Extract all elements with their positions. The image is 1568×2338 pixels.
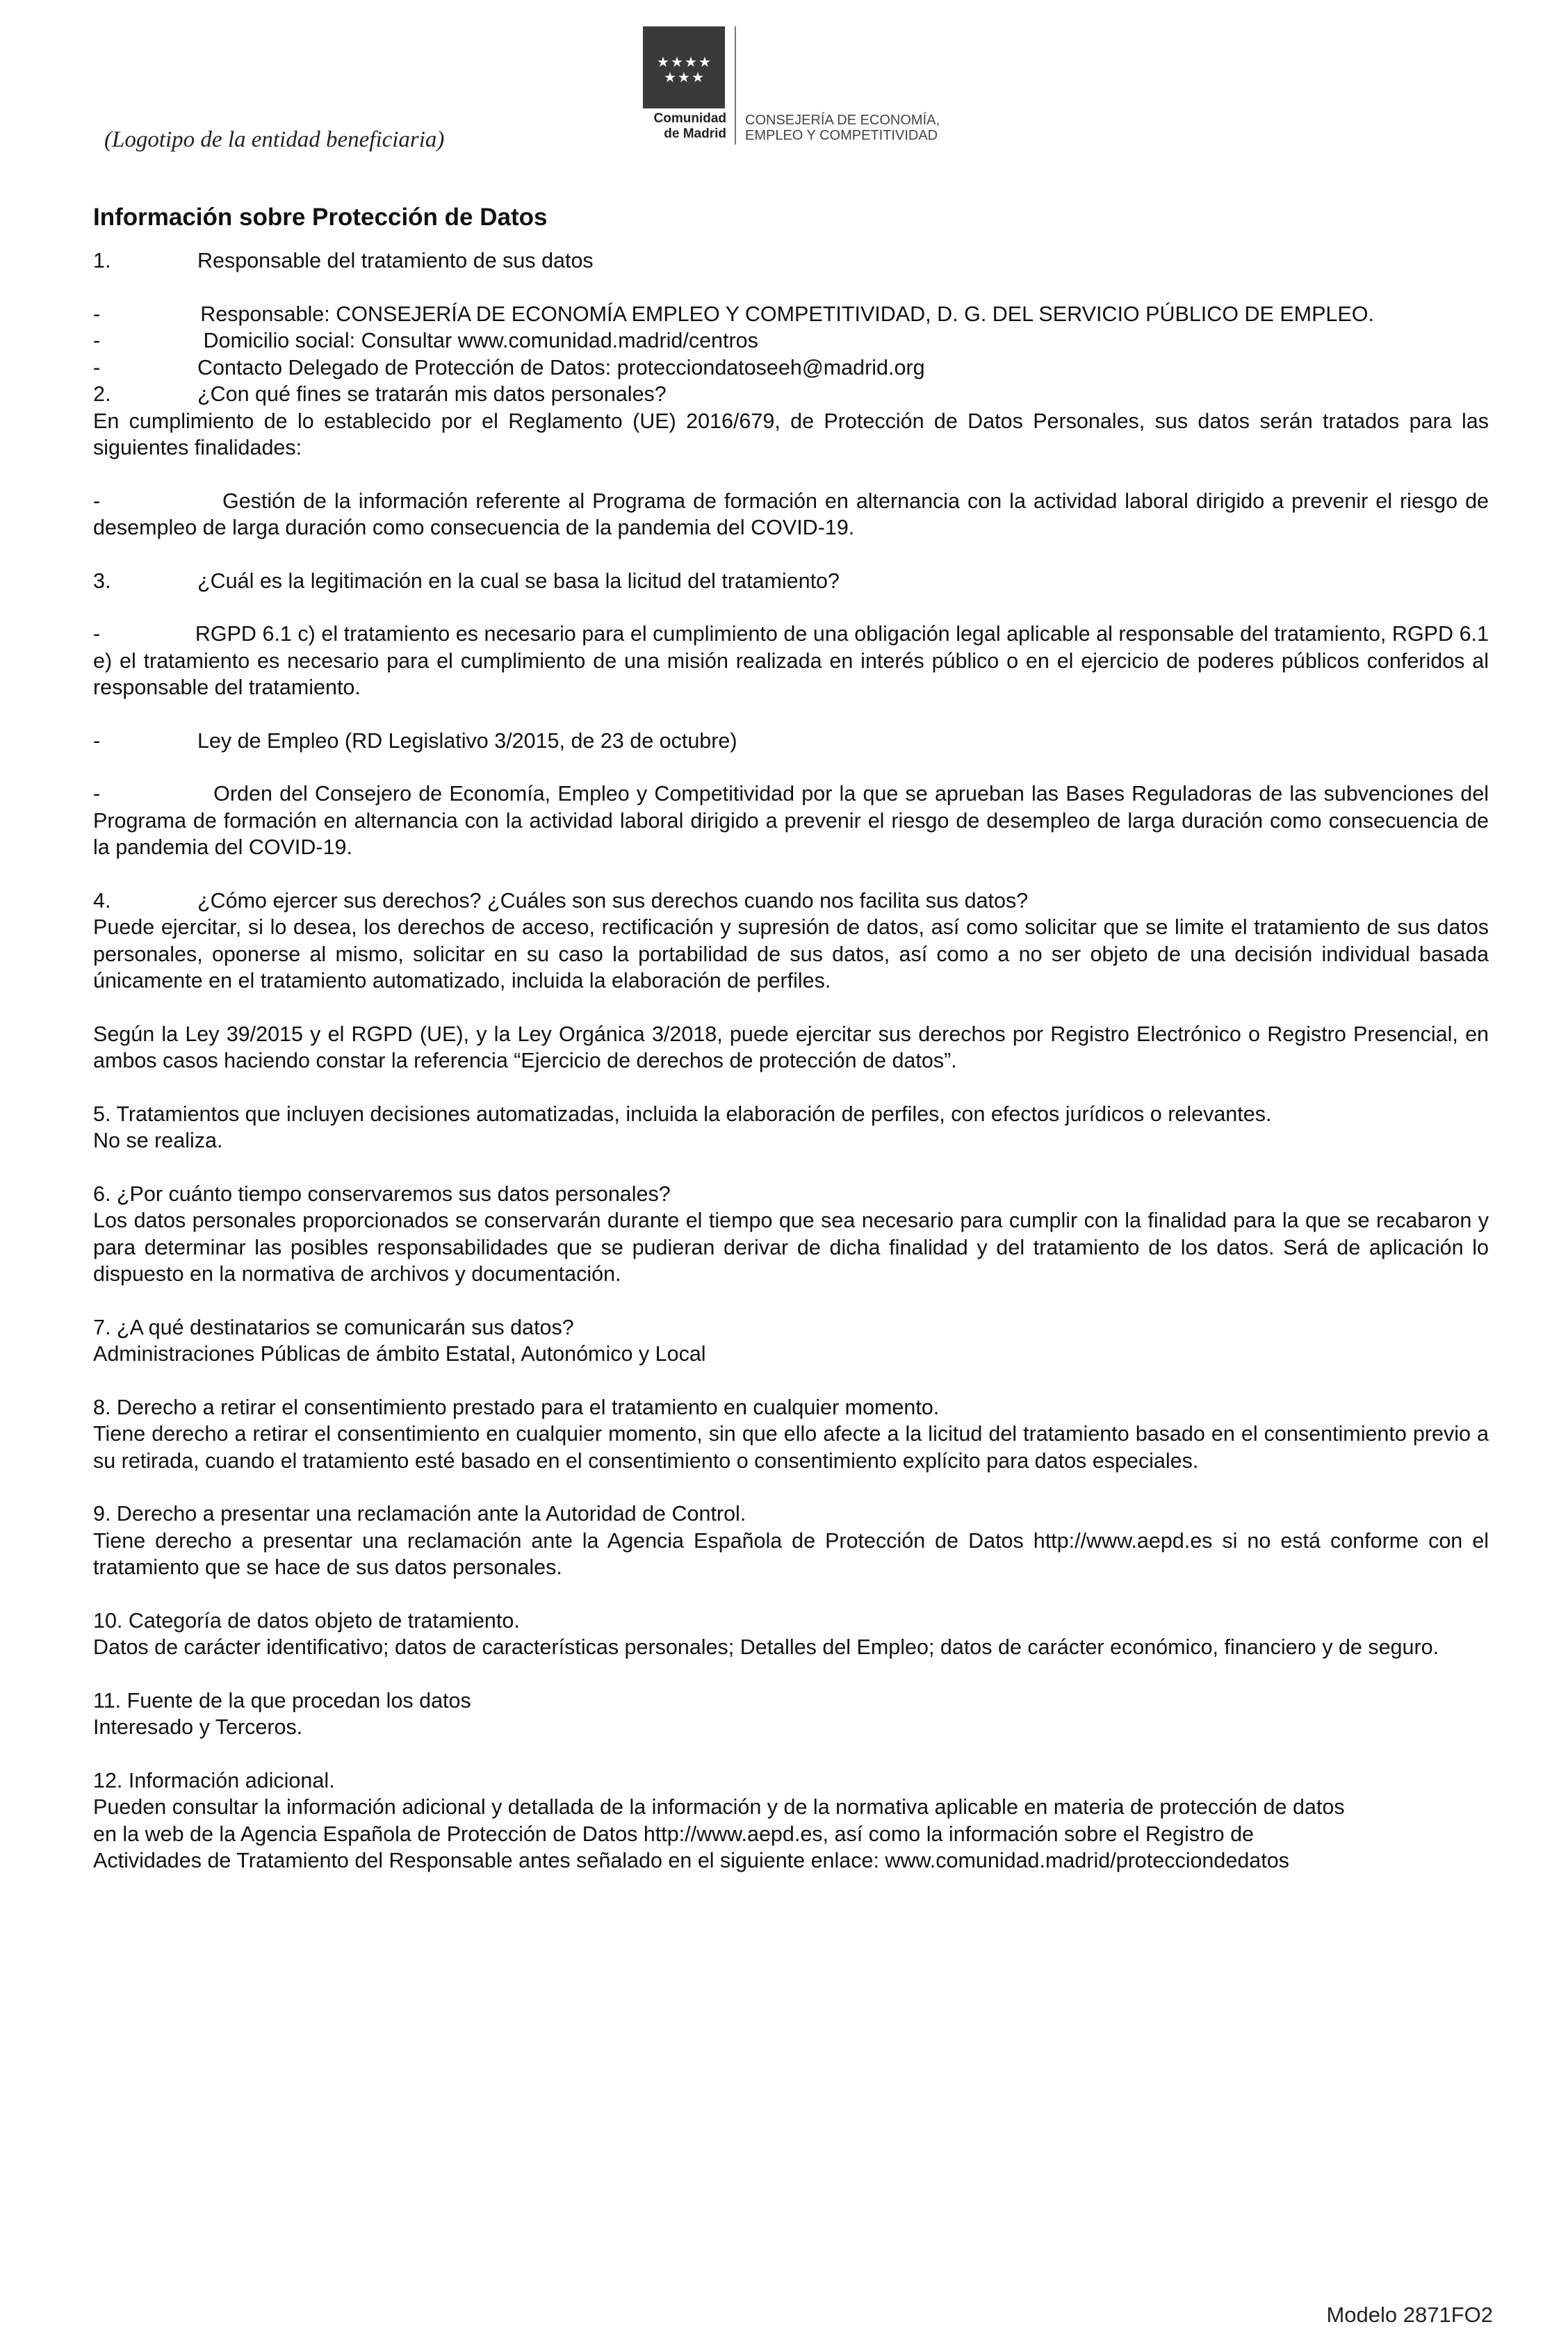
list-dash: - [93, 355, 101, 379]
s3-item3: - Orden del Consejero de Economía, Empleo y Competitividad por la que se aprueban las Bases Reguladoras de las subvenciones del Programa de formación en alternancia con la actividad laboral dirigido a prevenir el riesgo de desempleo de larga duración como consecuencia de la pandemia del COVID-19. [93, 782, 1489, 859]
list-dash: - [93, 329, 101, 352]
s5-body: No se realiza. [93, 1129, 223, 1152]
s1-contacto [93, 354, 1489, 382]
section-title: Responsable del tratamiento de sus datos [197, 249, 594, 272]
s12-line3: Actividades de Tratamiento del Responsable antes señalado en el siguiente enlace: www.comunidad.madrid/protecciondedatos [93, 1849, 1289, 1872]
svg-text:★: ★ [657, 54, 669, 70]
region-name-line1: Comunidad [653, 111, 726, 126]
logo-divider [735, 26, 736, 145]
section-title: ¿Cuál es la legitimación en la cual se basa la licitud del tratamiento? [197, 569, 840, 593]
department-line1: CONSEJERÍA DE ECONOMÍA, [745, 113, 940, 128]
s9-heading: 9. Derecho a presentar una reclamación ante la Autoridad de Control. [93, 1502, 746, 1526]
section-2-heading [93, 381, 1489, 408]
s6-heading: 6. ¿Por cuánto tiempo conservaremos sus datos personales? [93, 1182, 671, 1206]
beneficiary-logo-placeholder: (Logotipo de la entidad beneficiaria) [104, 127, 445, 152]
s8-body: Tiene derecho a retirar el consentimiento en cualquier momento, sin que ello afecte a la licitud del tratamiento basado en el consentimiento previo a su retirada, cuando el tratamiento esté basado en el consentimiento o consentimiento explícito para datos especiales. [93, 1422, 1489, 1473]
s6-body: Los datos personales proporcionados se conservarán durante el tiempo que sea necesario para cumplir con la finalidad para la que se recabaron y para determinar las posibles responsabilidades que se pudieran derivar de dicha finalidad y del tratamiento de los datos. Será de aplicación lo dispuesto en la normativa de archivos y documentación. [93, 1209, 1489, 1286]
list-text: Domicilio social: Consultar www.comunidad.madrid/centros [197, 329, 758, 352]
section-4-heading [93, 888, 1489, 915]
section-1-heading [93, 247, 1489, 275]
svg-text:★: ★ [685, 54, 697, 70]
s2-intro: En cumplimiento de lo establecido por el Reglamento (UE) 2016/679, de Protección de Datos Personales, sus datos serán tratados para las siguientes finalidades: [93, 409, 1489, 459]
document-body [93, 203, 1489, 1874]
page-title: Información sobre Protección de Datos [93, 204, 548, 231]
model-code: Modelo 2871FO2 [1326, 2303, 1493, 2327]
list-text: Ley de Empleo (RD Legislativo 3/2015, de 23 de octubre) [197, 728, 737, 753]
section-title: ¿Cómo ejercer sus derechos? ¿Cuáles son sus derechos cuando nos facilita sus datos? [197, 888, 1029, 913]
s4-p2: Según la Ley 39/2015 y el RGPD (UE), y la Ley Orgánica 3/2018, puede ejercitar sus derechos por Registro Electrónico o Registro Presencial, en ambos casos haciendo constar la referencia “Ejercicio de derechos de protección de datos”. [93, 1022, 1489, 1072]
svg-text:★: ★ [678, 69, 690, 85]
s1-responsable: - Responsable: CONSEJERÍA DE ECONOMÍA EMPLEO Y COMPETITIVIDAD, D. G. DEL SERVICIO PÚBLICO DE EMPLEO. [93, 302, 1374, 326]
s12-line1: Pueden consultar la información adicional y detallada de la información y de la normativa aplicable en materia de protección de datos [93, 1795, 1345, 1819]
svg-text:★: ★ [671, 54, 683, 70]
s10-heading: 10. Categoría de datos objeto de tratamiento. [93, 1608, 520, 1633]
s7-body: Administraciones Públicas de ámbito Estatal, Autonómico y Local [93, 1342, 706, 1366]
stars-emblem-icon [643, 26, 725, 108]
section-number: 1. [93, 249, 111, 272]
s3-item2 [93, 728, 1489, 755]
s7-heading: 7. ¿A qué destinatarios se comunicarán sus datos? [93, 1315, 574, 1339]
region-name [643, 111, 726, 142]
section-title: ¿Con qué fines se tratarán mis datos personales? [197, 382, 667, 406]
section-number: 3. [93, 569, 111, 593]
region-name-line2: de Madrid [664, 126, 726, 141]
svg-text:★: ★ [699, 54, 711, 70]
svg-text:★: ★ [692, 69, 704, 85]
s3-item1: - RGPD 6.1 c) el tratamiento es necesario para el cumplimiento de una obligación legal aplicable al responsable del tratamiento, RGPD 6.1 e) el tratamiento es necesario para el cumplimiento de una misión realizada en interés público o en el ejercicio de poderes públicos conferidos al responsable del tratamiento. [93, 622, 1489, 699]
list-dash: - [93, 728, 101, 753]
s2-item: - Gestión de la información referente al Programa de formación en alternancia con la actividad laboral dirigido a prevenir el riesgo de desempleo de larga duración como consecuencia de la pandemia del COVID-19. [93, 489, 1489, 539]
s11-body: Interesado y Terceros. [93, 1715, 303, 1739]
svg-text:★: ★ [664, 69, 676, 85]
s4-p1: Puede ejercitar, si lo desea, los derechos de acceso, rectificación y supresión de datos, así como solicitar que se limite el tratamiento de sus datos personales, oponerse al mismo, solicitar en su caso la portabilidad de sus datos, así como a no ser objeto de una decisión individual basada únicamente en el tratamiento automatizado, incluida la elaboración de perfiles. [93, 915, 1489, 992]
section-number: 2. [93, 382, 111, 406]
s9-body: Tiene derecho a presentar una reclamación ante la Agencia Española de Protección de Datos http://www.aepd.es si no está conforme con el tratamiento que se hace de sus datos personales. [93, 1528, 1489, 1579]
s11-heading: 11. Fuente de la que procedan los datos [93, 1688, 471, 1712]
section-number: 4. [93, 888, 111, 913]
s10-body: Datos de carácter identificativo; datos de características personales; Detalles del Empleo; datos de carácter económico, financiero y de seguro. [93, 1635, 1439, 1659]
s1-domicilio [93, 327, 1489, 354]
s5-heading: 5. Tratamientos que incluyen decisiones automatizadas, incluida la elaboración de perfiles, con efectos jurídicos o relevantes. [93, 1102, 1272, 1126]
department-line2: EMPLEO Y COMPETITIVIDAD [745, 128, 938, 143]
s12-line2: en la web de la Agencia Española de Protección de Datos http://www.aepd.es, así como la información sobre el Registro de [93, 1822, 1254, 1846]
list-text: Contacto Delegado de Protección de Datos: protecciondatoseeh@madrid.org [197, 355, 925, 379]
s8-heading: 8. Derecho a retirar el consentimiento prestado para el tratamiento en cualquier momento. [93, 1395, 940, 1419]
s12-heading: 12. Información adicional. [93, 1768, 335, 1792]
comunidad-madrid-logo [643, 26, 949, 152]
section-3-heading [93, 568, 1489, 595]
department-name [745, 113, 940, 143]
